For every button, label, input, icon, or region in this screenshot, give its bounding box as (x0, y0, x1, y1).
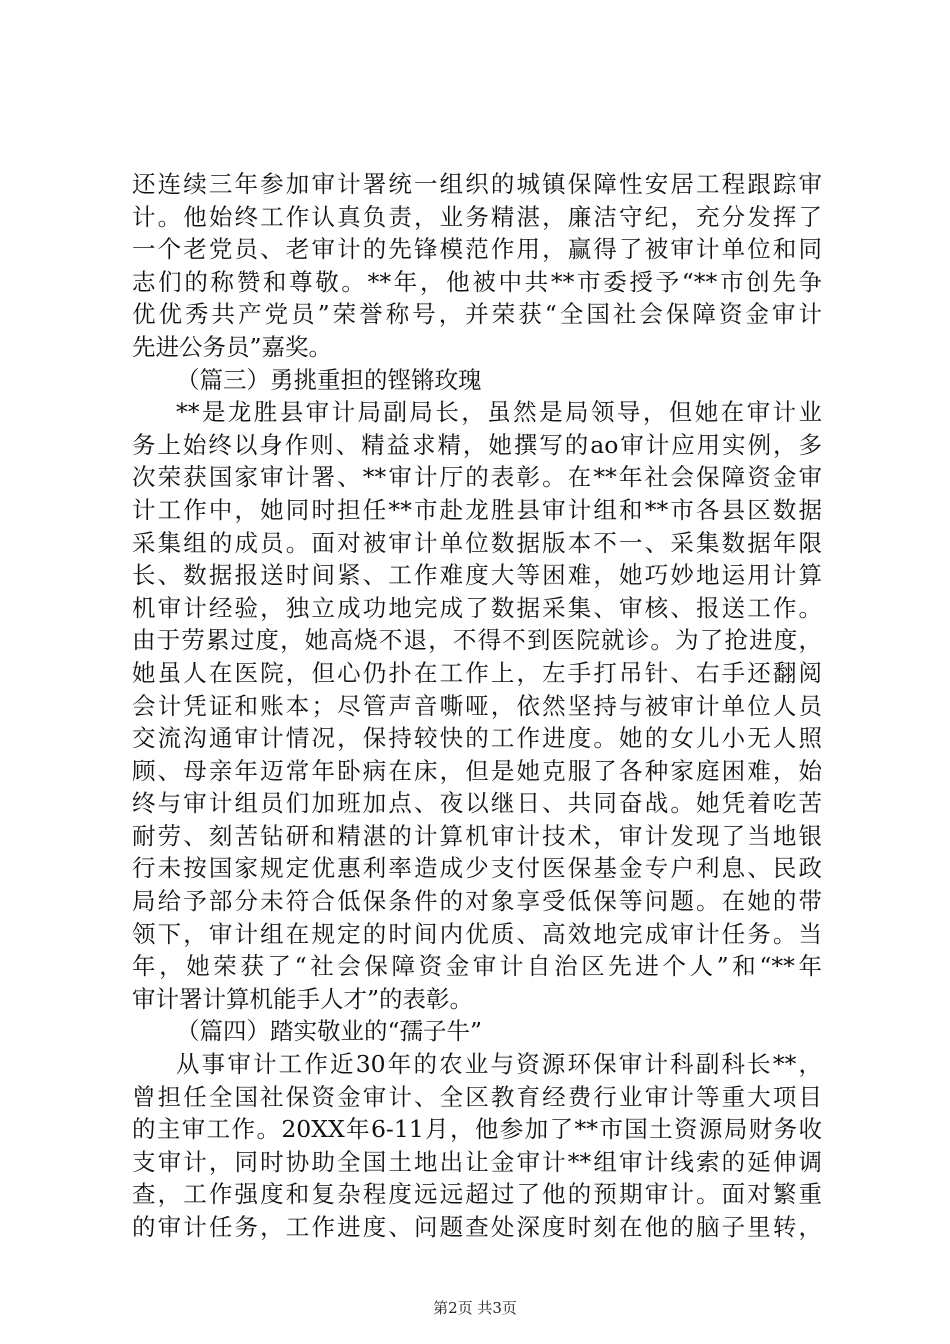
section-three (132, 364, 822, 1016)
text-line: 先进公务员”嘉奖。 (132, 332, 333, 361)
document-body (132, 168, 822, 1244)
text-line: 还连续三年参加审计署统一组织的城镇保障性安居工程跟踪审 (132, 170, 822, 198)
text-line: 务上始终以身作则、精益求精，她撰写的ao审计应用实例，多 (132, 430, 822, 459)
text-line: 从事审计工作近30年的农业与资源环保审计科副科长**， (176, 1050, 822, 1079)
text-line: 曾担任全国社保资金审计、全区教育经费行业审计等重大项目 (132, 1082, 822, 1111)
text-line: 由于劳累过度，她高烧不退，不得不到医院就诊。为了抢进度， (132, 626, 822, 655)
text-line: **是龙胜县审计局副局长，虽然是局领导，但她在审计业 (176, 398, 822, 427)
paragraph-continuation (132, 168, 822, 364)
text-line: 机审计经验，独立成功地完成了数据采集、审核、报送工作。 (132, 593, 822, 622)
text-line: 查，工作强度和复杂程度远远超过了他的预期审计。面对繁重 (132, 1180, 822, 1209)
section-heading: （篇三）勇挑重担的铿锵玫瑰 (176, 365, 482, 394)
section-four (132, 1015, 822, 1243)
text-line: 她虽人在医院，但心仍扑在工作上，左手打吊针、右手还翻阅 (132, 658, 822, 687)
text-line: 计。他始终工作认真负责，业务精湛，廉洁守纪，充分发挥了 (132, 202, 822, 231)
text-line: 行未按国家规定优惠利率造成少支付医保基金专户利息、民政 (132, 854, 822, 883)
text-line: 次荣获国家审计署、**审计厅的表彰。在**年社会保障资金审 (132, 463, 822, 492)
page-number-footer: 第2页 共3页 (433, 1299, 517, 1317)
text-line: 审计署计算机能手人才”的表彰。 (132, 984, 474, 1013)
text-line: 终与审计组员们加班加点、夜以继日、共同奋战。她凭着吃苦 (132, 789, 822, 818)
text-line: 计工作中，她同时担任**市赴龙胜县审计组和**市各县区数据 (132, 495, 822, 524)
text-line: 的审计任务，工作进度、问题查处深度时刻在他的脑子里转， (132, 1213, 822, 1241)
text-line: 会计凭证和账本；尽管声音嘶哑，依然坚持与被审计单位人员 (132, 691, 822, 720)
text-line: 优优秀共产党员”荣誉称号，并荣获“全国社会保障资金审计 (132, 300, 822, 329)
text-line: 志们的称赞和尊敬。**年，他被中共**市委授予“**市创先争 (132, 267, 822, 296)
text-line: 局给予部分未符合低保条件的对象享受低保等问题。在她的带 (132, 887, 822, 916)
text-line: 顾、母亲年迈常年卧病在床，但是她克服了各种家庭困难，始 (132, 756, 822, 785)
text-line: 一个老党员、老审计的先锋模范作用，赢得了被审计单位和同 (132, 235, 822, 264)
text-line: 的主审工作。20XX年6-11月，他参加了**市国土资源局财务收 (132, 1115, 822, 1144)
text-line: 耐劳、刻苦钻研和精湛的计算机审计技术，审计发现了当地银 (132, 821, 822, 850)
text-line: 交流沟通审计情况，保持较快的工作进度。她的女儿小无人照 (132, 724, 822, 753)
text-line: 领下，审计组在规定的时间内优质、高效地完成审计任务。当 (132, 919, 822, 948)
text-line: 长、数据报送时间紧、工作难度大等困难，她巧妙地运用计算 (132, 561, 822, 590)
text-line: 年，她荣获了“社会保障资金审计自治区先进个人”和“**年 (132, 952, 822, 981)
section-heading: （篇四）踏实敬业的“孺子牛” (176, 1017, 483, 1046)
text-line: 支审计，同时协助全国土地出让金审计**组审计线索的延伸调 (132, 1147, 822, 1176)
text-line: 采集组的成员。面对被审计单位数据版本不一、采集数据年限 (132, 528, 822, 557)
